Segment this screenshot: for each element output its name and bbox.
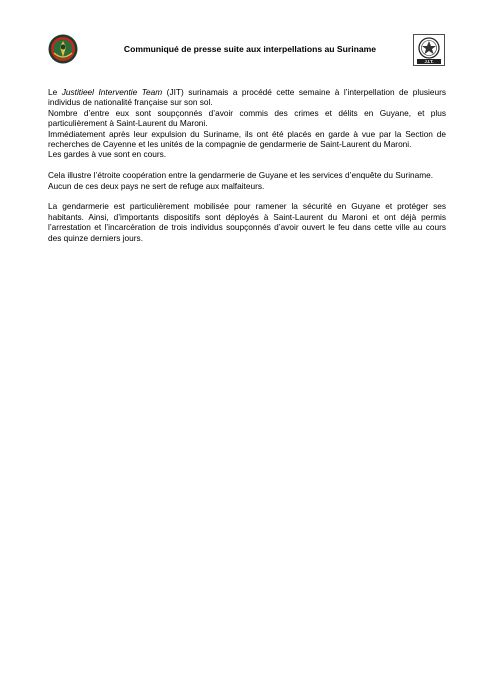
- jit-name: Justitieel Interventie Team: [61, 87, 163, 97]
- jit-logo-text: J.I.T.: [424, 59, 434, 64]
- gendarmerie-emblem-icon: [48, 34, 78, 64]
- paragraph-3-line-1: La gendarmerie est particulièrement mobilisée pour ramener la sécurité en Guyane et protéger ses habitants. Ainsi, d’importants dispositifs sont déployés à Saint-Laurent du Maroni et ont déjà permis l’arrestation et l’incarcération de trois individus soupçonnés d’avoir ouvert le feu dans cette ville au cours des quinze derniers jours.: [48, 201, 446, 243]
- text-rest: (JIT) surinamais a procédé cette semaine à l’interpellation de plusieurs individus de nationalité française sur son sol.: [48, 87, 446, 108]
- text-prefix: Le: [48, 87, 62, 97]
- page-title: Communiqué de presse suite aux interpellations au Suriname: [123, 44, 377, 54]
- paragraph-1: [48, 87, 446, 160]
- paragraph-2: [48, 170, 446, 191]
- paragraph-2-line-2: Aucun de ces deux pays ne sert de refuge aux malfaiteurs.: [48, 180, 265, 191]
- paragraph-1-line-2: Nombre d’entre eux sont soupçonnés d’avoir commis des crimes et délits en Guyane, et plus particulièrement à Saint-Laurent du Maroni.: [48, 107, 446, 129]
- paragraph-1-line-3: Immédiatement après leur expulsion du Suriname, ils ont été placés en garde à vue par la Section de recherches de Cayenne et les unités de la compagnie de gendarmerie de Saint-Laurent du Maroni.: [48, 128, 446, 150]
- paragraph-3: [48, 201, 446, 243]
- paragraph-1-line-1: [48, 87, 446, 108]
- press-release-body: [48, 87, 446, 253]
- jit-emblem-icon: [413, 34, 445, 66]
- paragraph-2-line-1: Cela illustre l’étroite coopération entre la gendarmerie de Guyane et les services d’enquête du Suriname.: [48, 170, 434, 181]
- paragraph-1-line-4: Les gardes à vue sont en cours.: [48, 149, 167, 160]
